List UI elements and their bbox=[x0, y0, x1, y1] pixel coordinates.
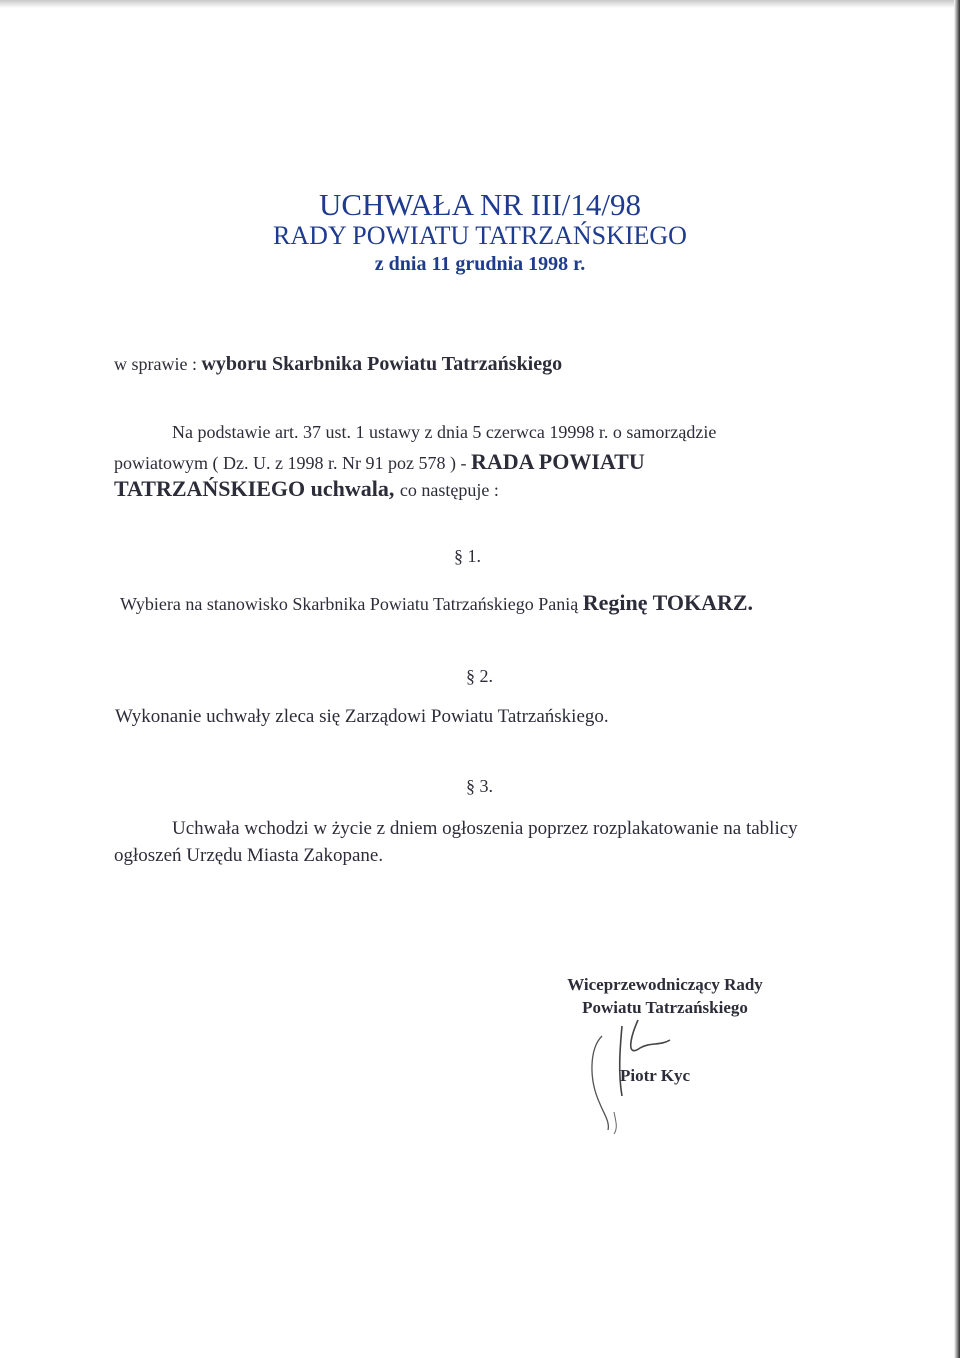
section-1-text bbox=[120, 590, 753, 616]
preamble-council: RADA POWIATU bbox=[470, 449, 645, 474]
section-3-line-1: Uchwała wchodzi w życie z dniem ogłoszenia poprzez rozplakatowanie na tablicy bbox=[172, 818, 798, 839]
section-2-text: Wykonanie uchwały zleca się Zarządowi Powiatu Tatrzańskiego. bbox=[115, 706, 609, 727]
resolution-number: UCHWAŁA NR III/14/98 bbox=[318, 187, 642, 222]
section-2-mark: § 2. bbox=[466, 666, 493, 686]
preamble-line-3 bbox=[114, 476, 499, 502]
resolution-date: z dnia 11 grudnia 1998 r. bbox=[374, 253, 586, 275]
scan-top-edge bbox=[0, 0, 960, 8]
subject-prefix: w sprawie : bbox=[114, 354, 202, 374]
preamble-resolves: co następuje : bbox=[399, 480, 499, 500]
signature-role-1: Wiceprzewodniczący Rady bbox=[567, 975, 763, 994]
preamble-council-cont: TATRZAŃSKIEGO uchwala, bbox=[114, 476, 400, 501]
preamble-line-1: Na podstawie art. 37 ust. 1 ustawy z dnia 5 czerwca 19998 r. o samorządzie bbox=[172, 422, 717, 442]
section-3-line-2: ogłoszeń Urzędu Miasta Zakopane. bbox=[114, 845, 384, 866]
section-3-mark: § 3. bbox=[466, 776, 493, 796]
signatory-name: Piotr Kyc bbox=[620, 1066, 691, 1085]
council-name: RADY POWIATU TATRZAŃSKIEGO bbox=[273, 221, 687, 250]
preamble-line-2 bbox=[114, 449, 645, 475]
signature-role-2: Powiatu Tatrzańskiego bbox=[582, 998, 748, 1017]
section-1-body: Wybiera na stanowisko Skarbnika Powiatu Tatrzańskiego Panią bbox=[120, 594, 583, 614]
section-1-person: Reginę TOKARZ. bbox=[582, 590, 754, 615]
section-1-mark: § 1. bbox=[454, 546, 481, 566]
preamble-line-2-text: powiatowym ( Dz. U. z 1998 r. Nr 91 poz 578 ) - bbox=[114, 453, 471, 473]
subject-line bbox=[114, 353, 562, 376]
subject-text: wyboru Skarbnika Powiatu Tatrzańskiego bbox=[201, 353, 563, 375]
